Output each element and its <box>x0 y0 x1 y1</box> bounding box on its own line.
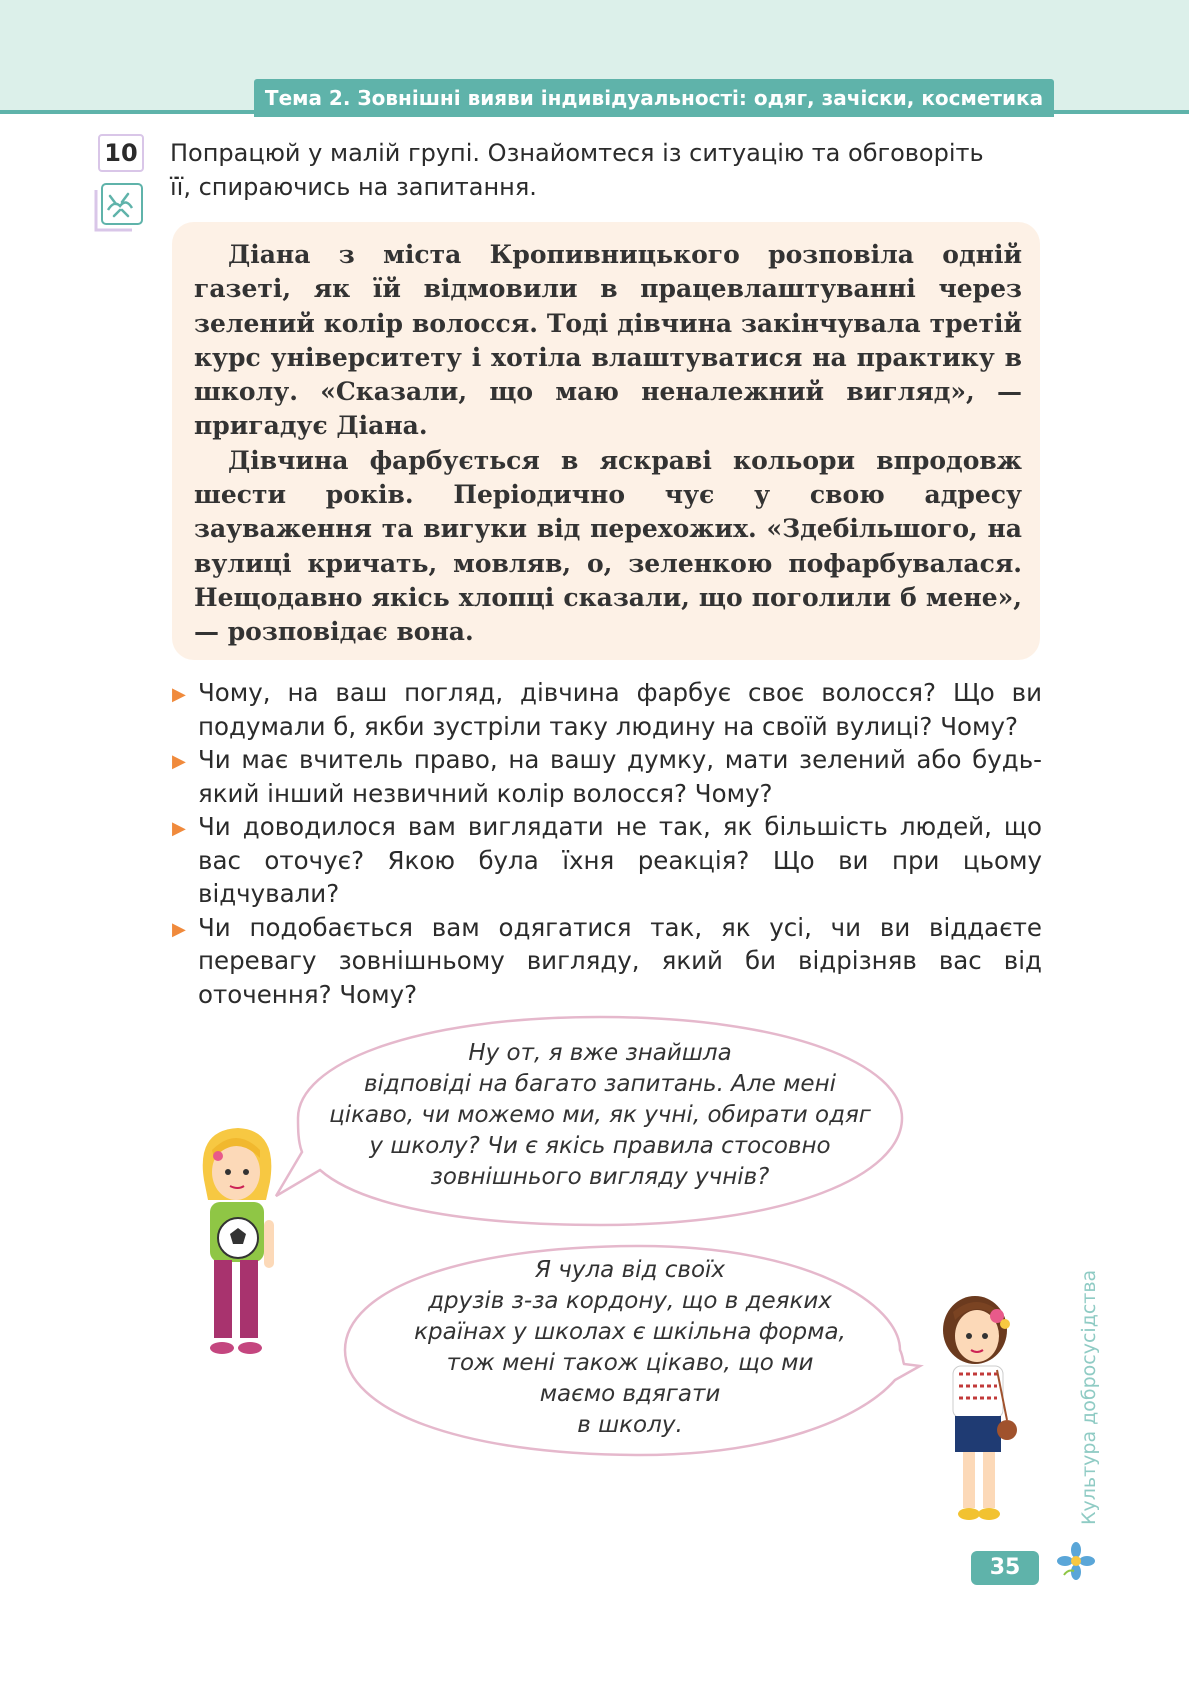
triangle-bullet-icon: ▶ <box>172 684 186 705</box>
triangle-bullet-icon: ▶ <box>172 818 186 839</box>
bubble-line: Ну от, я вже знайшла <box>468 1040 732 1066</box>
triangle-bullet-icon: ▶ <box>172 918 186 940</box>
bubble-line: Я чула від своїх <box>534 1257 726 1283</box>
bubble-line: у школу? Чи є якісь правила стосовно <box>369 1133 831 1159</box>
speech-bubble-text <box>290 1038 910 1193</box>
section-side-label: Культура добросусідства <box>1078 1269 1100 1525</box>
page-number: 35 <box>971 1551 1039 1585</box>
story-paragraph: Діана з міста Кропивницького розповіла одній газеті, як їй відмовили в працевлаштуванні через зелений колір волосся. Тоді дівчина закінчувала третій курс університету і хотіла влаштуватися на практику в школу. «Сказали, що маю неналежний вигляд», — пригадує Діана. <box>194 240 1022 441</box>
question-text: Чи подобається вам одягатися так, як усі, чи ви віддаєте перевагу зовнішньому вигляду, який би відрізняв вас від оточення? Чому? <box>198 912 1042 1009</box>
question-text: Чи має вчитель право, на вашу думку, мати зелений або будь-який інший незвичний колір волосся? Чому? <box>198 745 1042 808</box>
speech-bubble-text <box>350 1255 910 1441</box>
task-number: 10 <box>98 134 144 172</box>
task-line: її, спираючись на запитання. <box>170 173 537 201</box>
bubble-line: країнах у школах є шкільна форма, <box>414 1319 846 1345</box>
task-line: Попрацюй у малій групі. Ознайомтеся із ситуацію та обговоріть <box>170 139 984 167</box>
bubble-line: зовнішнього вигляду учнів? <box>430 1164 770 1190</box>
bubble-line: друзів з-за кордону, що в деяких <box>428 1288 832 1314</box>
bubble-line: тож мені також цікаво, що ми <box>446 1350 814 1376</box>
girl-with-ball-illustration <box>186 1120 286 1370</box>
flower-icon <box>1056 1541 1096 1581</box>
bubble-line: цікаво, чи можемо ми, як учні, обирати одяг <box>329 1102 871 1128</box>
story-paragraph: Дівчина фарбується в яскраві кольори впродовж шести років. Періодично чує у свою адресу зауваження та вигуки від перехожих. «Здебільшого, на вулиці кричать, мовляв, о, зеленкою пофарбувалася. Нещодавно якісь хлопці сказали, що поголили б мене», — розповідає вона. <box>194 445 1022 647</box>
bubble-line: відповіді на багато запитань. Але мені <box>363 1071 837 1097</box>
question-text: Чи доводилося вам виглядати не так, як більшість людей, що вас оточує? Якою була їхня реакція? Що ви при цьому відчували? <box>198 812 1042 908</box>
triangle-bullet-icon: ▶ <box>172 751 186 772</box>
bubble-line: в школу. <box>577 1412 683 1438</box>
bubble-line: маємо вдягати <box>539 1381 721 1407</box>
question-text: Чому, на ваш погляд, дівчина фарбує своє волосся? Що ви подумали б, якби зустріли таку людину на своїй вулиці? Чому? <box>198 678 1042 741</box>
girl-in-embroidered-shirt-illustration <box>925 1290 1035 1530</box>
topic-title: Тема 2. Зовнішні вияви індивідуальності: одяг, зачіски, косметика <box>254 79 1054 117</box>
